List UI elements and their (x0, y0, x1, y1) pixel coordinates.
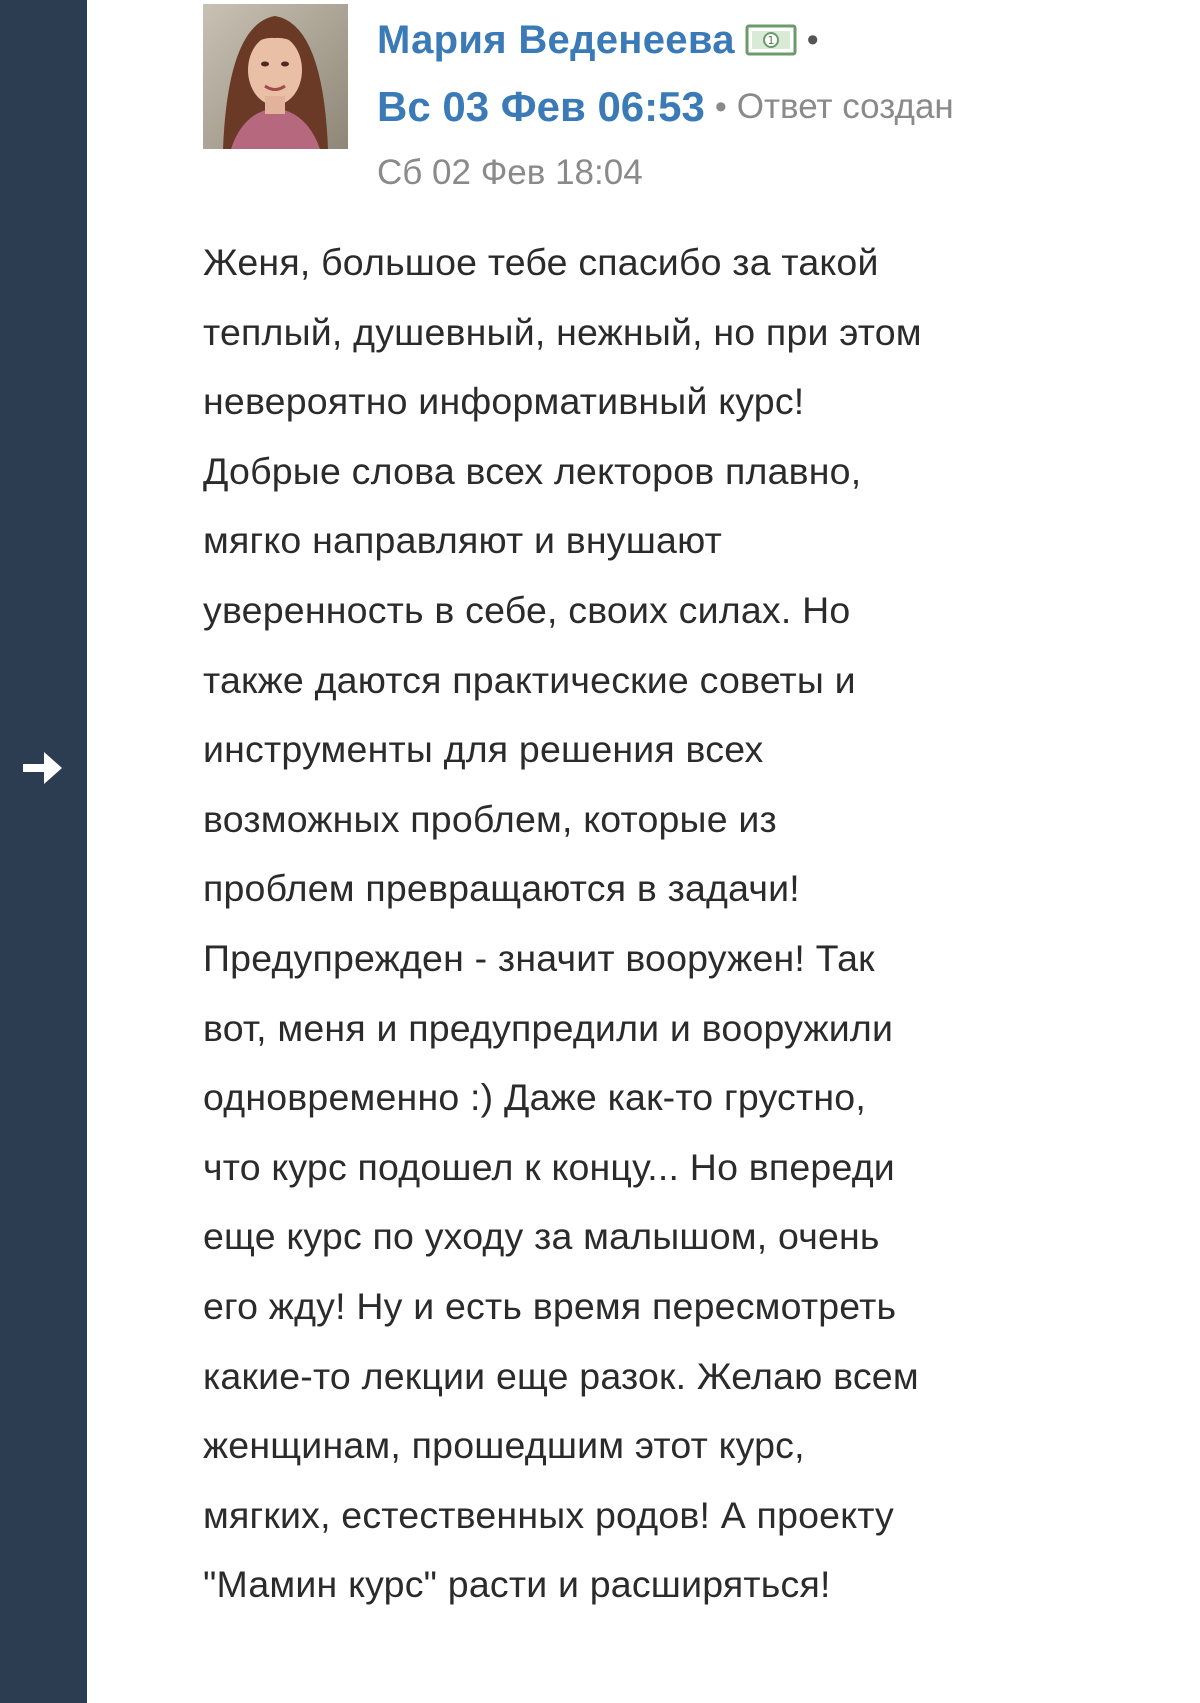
comment-body-line: мягких, естественных родов! А проекту (203, 1493, 895, 1536)
avatar-photo (203, 4, 348, 149)
comment-body-line: что курс подошел к концу... Но впереди (203, 1145, 895, 1188)
comment-body-line: возможных проблем, которые из (203, 797, 777, 840)
left-sidebar (0, 0, 87, 1703)
separator-dot: • (806, 20, 819, 59)
comment-body-line: женщинам, прошедшим этот курс, (203, 1424, 805, 1467)
comment-body-line: инструменты для решения всех (203, 728, 764, 771)
comment-body-line: его жду! Ну и есть время пересмотреть (203, 1284, 897, 1327)
author-line (377, 10, 1177, 70)
comment-header (377, 10, 1177, 206)
comment-body-line: вот, меня и предупредили и вооружили (203, 1006, 894, 1049)
status-text: Ответ создан (736, 87, 954, 126)
comment-body-line: проблем превращаются в задачи! (203, 867, 800, 910)
created-line (377, 140, 1177, 206)
comment-body-line: еще курс по уходу за малышом, очень (203, 1215, 880, 1258)
arrow-right-icon[interactable] (20, 748, 64, 788)
svg-text:1: 1 (767, 34, 775, 47)
comment-body-line: невероятно информативный курс! (203, 380, 805, 423)
comment-body-line: Предупрежден - значит вооружен! Так (203, 936, 875, 979)
money-badge-icon (745, 23, 797, 57)
comment-body-line: также даются практические советы и (203, 658, 856, 701)
comment-body-line: "Мамин курс" расти и расширяться! (203, 1563, 831, 1606)
status-separator: • (714, 87, 727, 126)
comment-body-line: Женя, большое тебе спасибо за такой (203, 241, 879, 283)
created-date: Сб 02 Фев 18:04 (377, 153, 643, 192)
avatar[interactable] (203, 4, 348, 149)
comment-body-line: теплый, душевный, нежный, но при этом (203, 310, 922, 353)
reply-date-link[interactable]: Вс 03 Фев 06:53 (377, 83, 705, 130)
date-line (377, 74, 1177, 140)
author-name-link[interactable]: Мария Веденеева (377, 17, 735, 62)
comment-body-line: одновременно :) Даже как-то грустно, (203, 1076, 866, 1119)
comment-body-line: уверенность в себе, своих силах. Но (203, 588, 851, 631)
comment-body-line: Добрые слова всех лекторов плавно, (203, 449, 862, 492)
comment-body-line: какие-то лекции еще разок. Желаю всем (203, 1354, 919, 1397)
comment-body-line: мягко направляют и внушают (203, 519, 722, 562)
comment-body (203, 228, 1103, 1620)
